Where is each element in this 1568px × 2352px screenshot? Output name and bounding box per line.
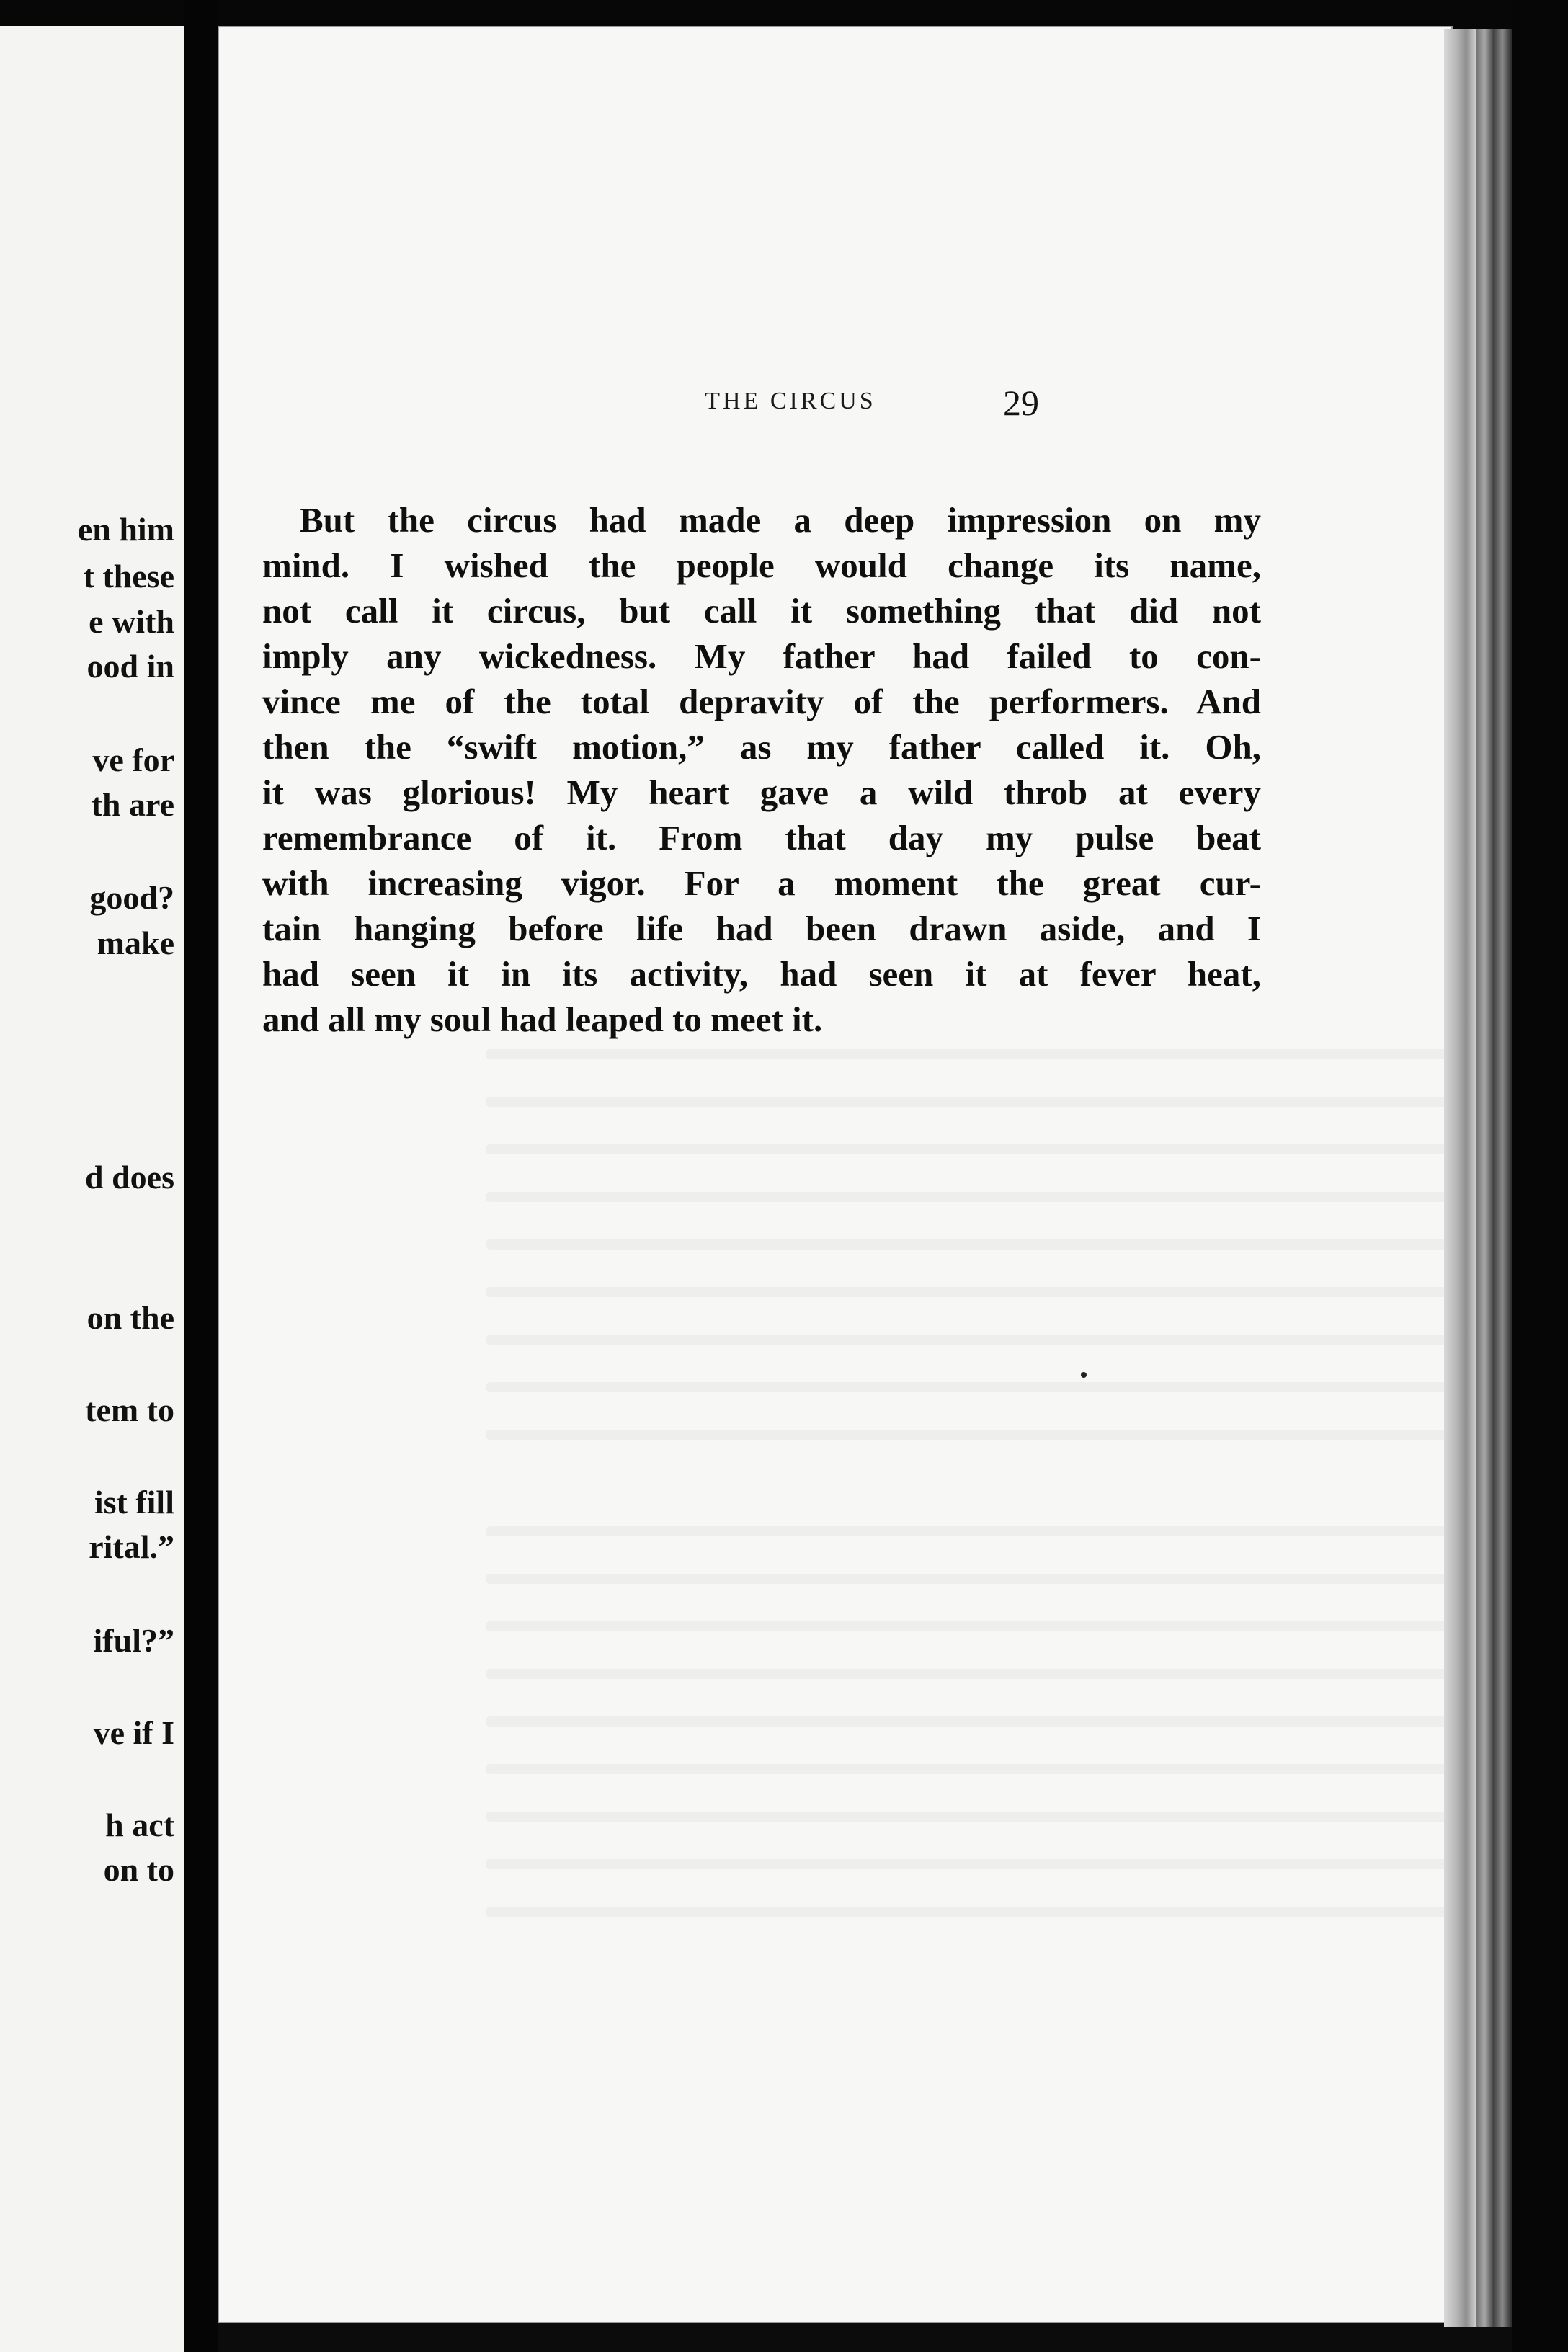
bleed-through [486,1097,1480,1107]
text-line: and all my soul had leaped to meet it. [262,999,823,1039]
bleed-through [486,1669,1480,1679]
bleed-through [486,1764,1480,1774]
page-edge [1444,29,1476,2328]
left-page-line: good? [89,879,174,916]
bleed-through [486,1907,1480,1917]
left-page-line: tem to [85,1391,174,1428]
bleed-through [486,1859,1480,1869]
left-page-line: en him [77,511,174,548]
text-line: then the “swift motion,” as my father called it. Oh, [262,727,1261,767]
left-page-line: t these [83,558,174,594]
left-page-line: ve for [92,741,174,778]
bleed-through [486,1192,1480,1202]
bleed-through [486,1335,1480,1345]
page-edge [1476,29,1493,2328]
page-edge [1493,29,1512,2328]
text-line: remembrance of it. From that day my pulse beat [262,818,1261,858]
bleed-through [486,1812,1480,1822]
text-line: tain hanging before life had been drawn aside, and I [262,909,1261,948]
scan-top-border [0,0,1568,29]
text-line: imply any wickedness. My father had failed to con- [262,636,1261,676]
left-page-line: on to [103,1851,174,1888]
left-page-line: d does [85,1159,174,1195]
left-page-line: h act [105,1807,174,1843]
bleed-through [486,1287,1480,1297]
bleed-through [486,1382,1480,1392]
left-page-line: ood in [86,648,174,685]
left-page-line: ist fill [94,1484,174,1520]
bleed-through [486,1049,1480,1059]
ink-speck [1081,1372,1087,1378]
text-line: vince me of the total depravity of the performers. And [262,682,1261,721]
text-line: mind. I wished the people would change its name, [262,545,1261,585]
text-line: it was glorious! My heart gave a wild throb at every [262,772,1261,812]
scan-right-border [1512,0,1568,2352]
left-page-line: make [97,925,174,961]
bleed-through [486,1526,1480,1536]
left-page-line: ve if I [93,1714,174,1751]
bleed-through [486,1716,1480,1727]
bleed-through [486,1430,1480,1440]
left-page-line: e with [89,603,174,640]
bleed-through [486,1239,1480,1250]
bleed-through [486,1144,1480,1154]
running-head: THE CIRCUS [705,388,876,414]
left-page-line: on the [86,1299,174,1336]
text-line: had seen it in its activity, had seen it at fever heat, [262,954,1261,994]
right-page [218,26,1453,2323]
left-page-line: rital.” [89,1528,174,1565]
bleed-through [486,1621,1480,1631]
left-page-line: th are [91,786,174,823]
left-page [0,26,184,2352]
bleed-through [486,1574,1480,1584]
text-line: not call it circus, but call it something that did not [262,591,1261,631]
body-paragraph [262,497,1261,1042]
text-line: with increasing vigor. For a moment the great cur- [262,863,1261,903]
page-number: 29 [1003,383,1039,423]
text-line: But the circus had made a deep impression on my [300,500,1261,540]
book-gutter [184,0,218,2352]
left-page-line: iful?” [93,1622,174,1659]
